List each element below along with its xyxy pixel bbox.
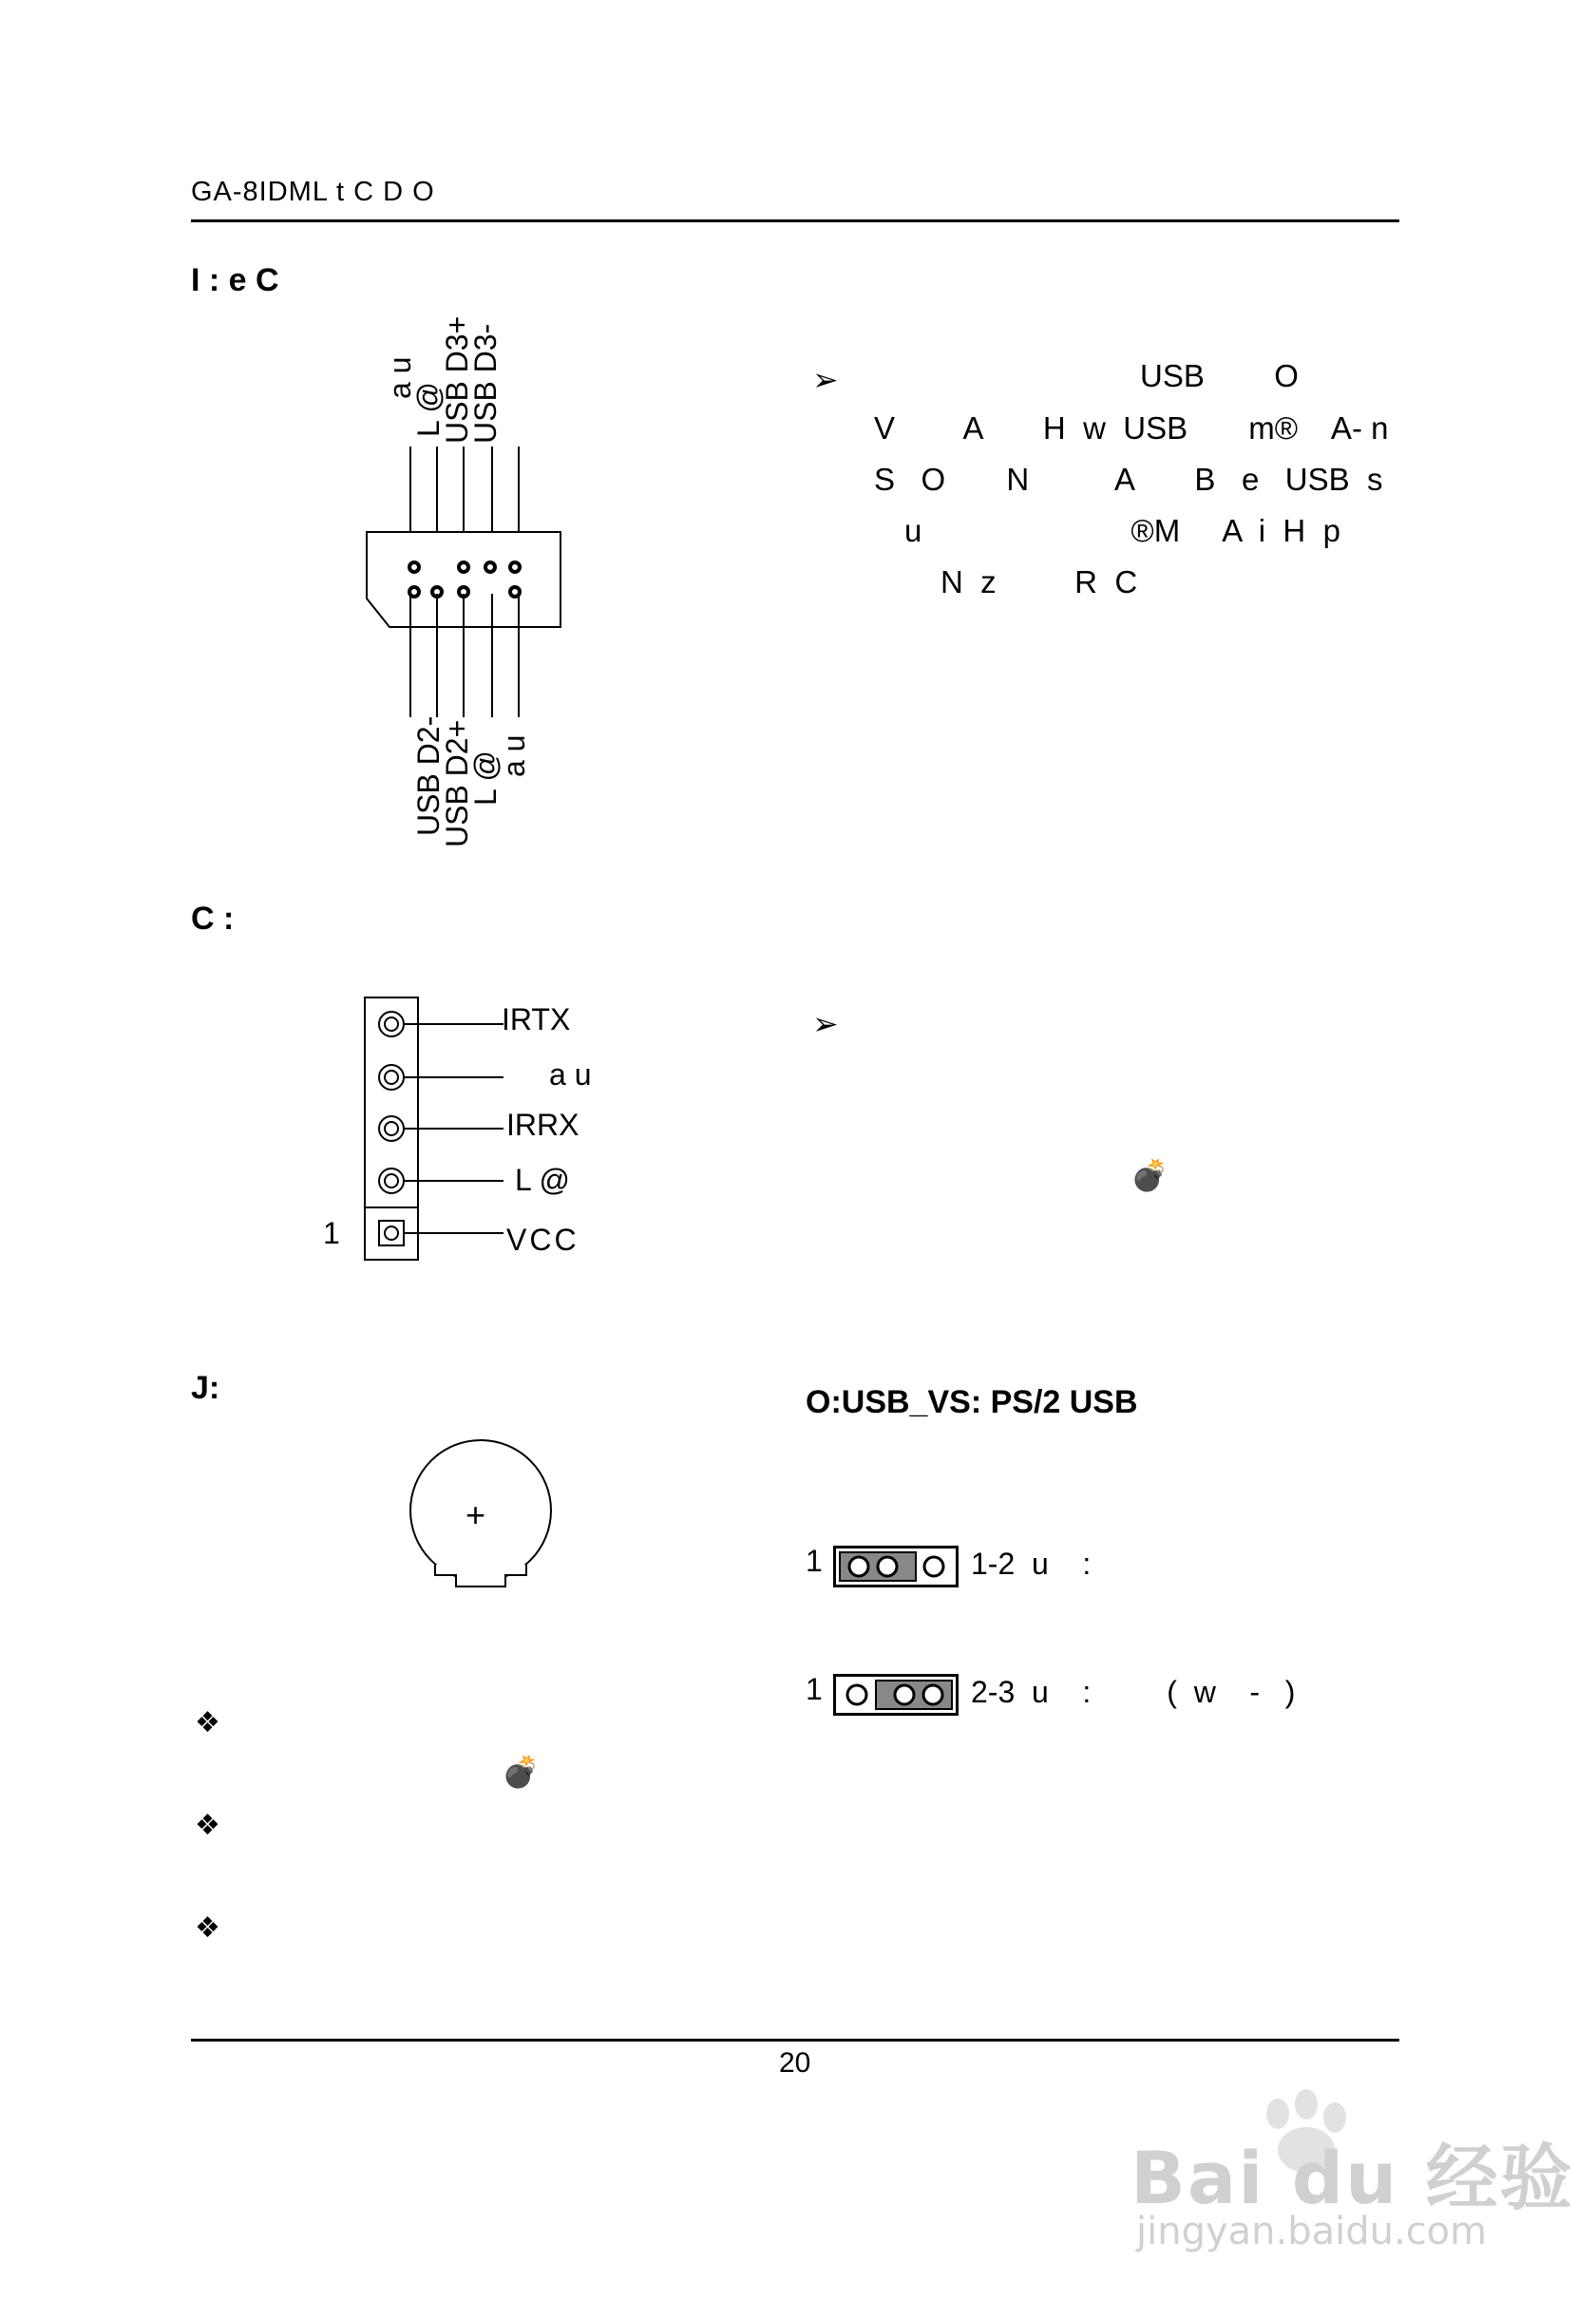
usb-top-pin-label: USB D3- [468, 323, 503, 444]
ir-pin-label: IRTX [502, 1002, 571, 1036]
usb-bottom-pin-label: USB D2+ [440, 719, 474, 847]
jumper-pin1-label: 1 [806, 1672, 823, 1706]
battery-section-title: J: [191, 1370, 220, 1406]
diamond-bullet-icon: ❖ [195, 1707, 220, 1738]
ir-connector-diagram [361, 998, 513, 1264]
usb-bottom-pin-label: a u [497, 734, 531, 777]
ir-section-title: C : [191, 901, 235, 937]
jumper-2-3 [833, 1674, 959, 1716]
footer-rule [191, 2039, 1399, 2042]
diamond-bullet-icon: ❖ [195, 1810, 220, 1841]
ir-pin-label: L @ [515, 1163, 570, 1197]
jumper-section-title: O:USB_VS: PS/2 USB [806, 1384, 1138, 1420]
arrow-bullet-icon: ➢ [812, 362, 839, 397]
ir-pin1-label: 1 [323, 1216, 340, 1250]
jumper-1-2-label: 1-2 u : [971, 1547, 1092, 1581]
usb-top-pin-label: L @ [411, 382, 446, 437]
usb-top-pin-label: a u [383, 356, 417, 399]
header-title: GA-8IDML t C D O [191, 177, 435, 207]
ir-pin-label: a u [549, 1057, 592, 1092]
usb-top-pin-label: USB D3+ [440, 315, 474, 444]
usb-bottom-pin-label: L @ [468, 750, 503, 806]
arrow-bullet-icon: ➢ [812, 1006, 839, 1041]
bomb-icon: 💣 [1130, 1158, 1168, 1192]
usb-desc-line: S O N A B e USB s [874, 462, 1383, 497]
watermark-brand: Bai du 经验 [1130, 2136, 1574, 2220]
jumper-pin1-label: 1 [806, 1544, 823, 1578]
usb-desc-line: N z R C [940, 564, 1138, 599]
battery-plus: + [466, 1495, 486, 1534]
usb-section-title: I : e C [191, 262, 279, 298]
diamond-bullet-icon: ❖ [195, 1912, 220, 1944]
bomb-icon: 💣 [502, 1755, 540, 1789]
jumper-1-2 [833, 1546, 959, 1587]
ir-pin-label: VCC [506, 1223, 580, 1257]
jumper-2-3-label: 2-3 u : ( w - ) [971, 1675, 1296, 1709]
ir-pin-label: IRRX [506, 1108, 580, 1142]
watermark-url: jingyan.baidu.com [1136, 2210, 1488, 2253]
usb-desc-line: u ®M A i H p [904, 513, 1340, 548]
page-number: 20 [779, 2047, 811, 2079]
header-rule [191, 219, 1399, 222]
usb-desc-line: USB O [1140, 358, 1299, 393]
usb-bottom-pin-label: USB D2- [411, 715, 446, 836]
usb-desc-line: V A H w USB m® A- n [874, 410, 1389, 446]
